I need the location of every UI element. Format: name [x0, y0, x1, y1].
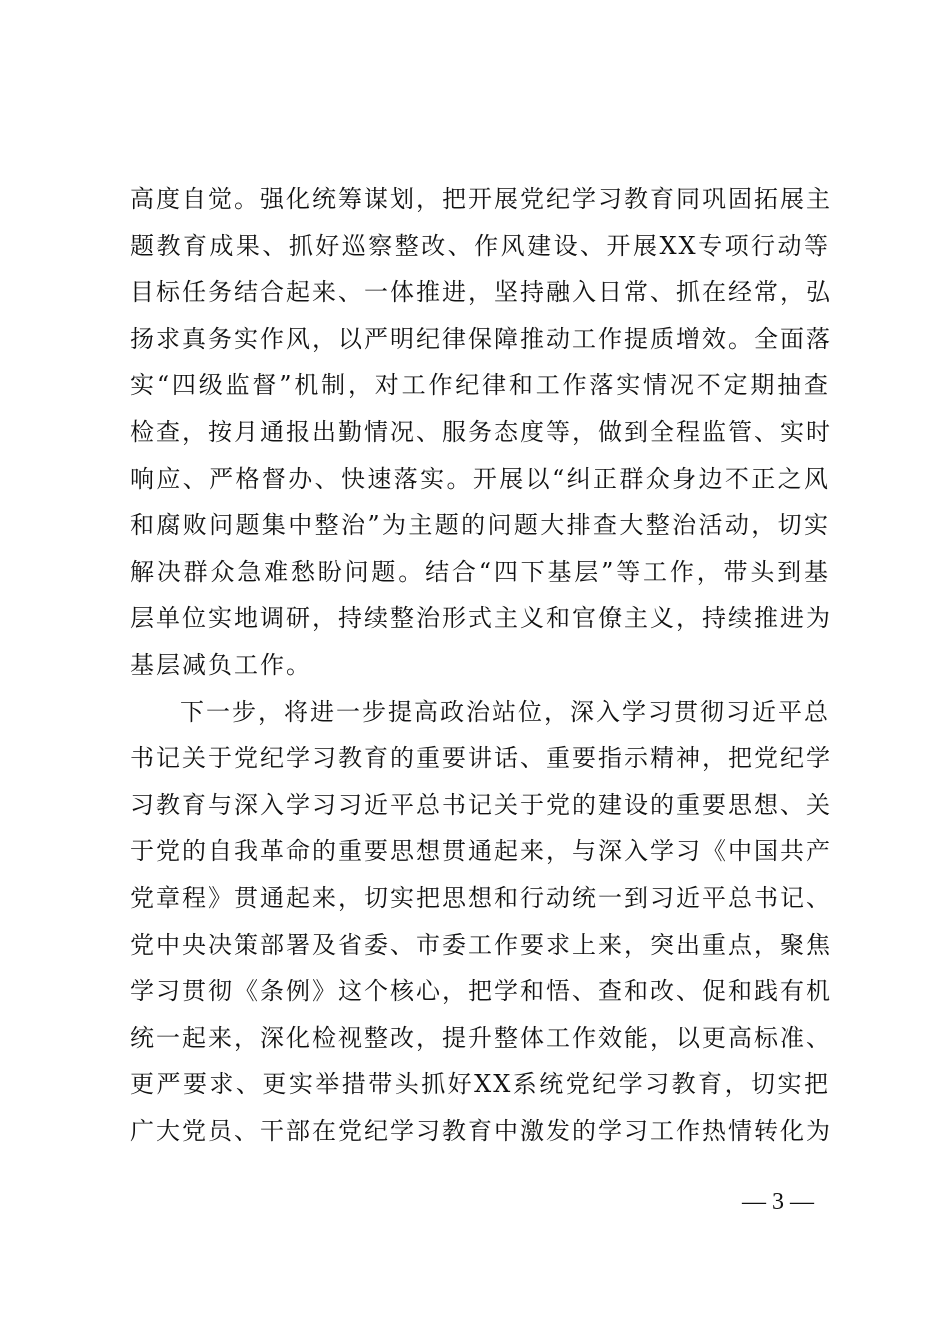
text-line: 高度自觉。强化统筹谋划，把开展党纪学习教育同巩固拓展主	[130, 185, 832, 213]
paragraph-2	[130, 689, 830, 1155]
text-line: 实“四级监督”机制，对工作纪律和工作落实情况不定期抽查	[130, 371, 830, 400]
text-line: 书记关于党纪学习教育的重要讲话、重要指示精神，把党纪学	[130, 744, 832, 773]
paragraph-1	[130, 176, 830, 689]
text-line: 层单位实地调研，持续整治形式主义和官僚主义，持续推进为	[130, 604, 832, 633]
text-line: 和腐败问题集中整治”为主题的问题大排查大整治活动，切实	[130, 511, 830, 540]
text-line: 检查，按月通报出勤情况、服务态度等，做到全程监管、实时	[130, 417, 832, 446]
document-body	[130, 176, 830, 1154]
text-line: 学习贯彻《条例》这个核心，把学和悟、查和改、促和践有机	[130, 977, 832, 1006]
text-line: 广大党员、干部在党纪学习教育中激发的学习工作热情转化为	[130, 1116, 832, 1145]
text-line: 于党的自我革命的重要思想贯通起来，与深入学习《中国共产	[130, 837, 832, 866]
text-line: 更严要求、更实举措带头抓好XX系统党纪学习教育，切实把	[130, 1070, 830, 1099]
text-line: 党章程》贯通起来，切实把思想和行动统一到习近平总书记、	[130, 883, 832, 912]
text-line: 下一步，将进一步提高政治站位，深入学习贯彻习近平总	[180, 697, 830, 726]
page-number: — 3 —	[742, 1189, 814, 1215]
text-line: 题教育成果、抓好巡察整改、作风建设、开展XX专项行动等	[130, 231, 830, 260]
text-line: 扬求真务实作风，以严明纪律保障推动工作提质增效。全面落	[130, 324, 832, 353]
text-line: 党中央决策部署及省委、市委工作要求上来，突出重点，聚焦	[130, 930, 832, 959]
text-line: 统一起来，深化检视整改，提升整体工作效能，以更高标准、	[130, 1023, 832, 1052]
text-line: 基层减负工作。	[130, 650, 312, 679]
text-line: 解决群众急难愁盼问题。结合“四下基层”等工作，带头到基	[130, 557, 830, 586]
text-line: 目标任务结合起来、一体推进，坚持融入日常、抓在经常，弘	[130, 278, 832, 307]
text-line: 响应、严格督办、快速落实。开展以“纠正群众身边不正之风	[130, 464, 830, 493]
text-line: 习教育与深入学习习近平总书记关于党的建设的重要思想、关	[130, 790, 832, 819]
